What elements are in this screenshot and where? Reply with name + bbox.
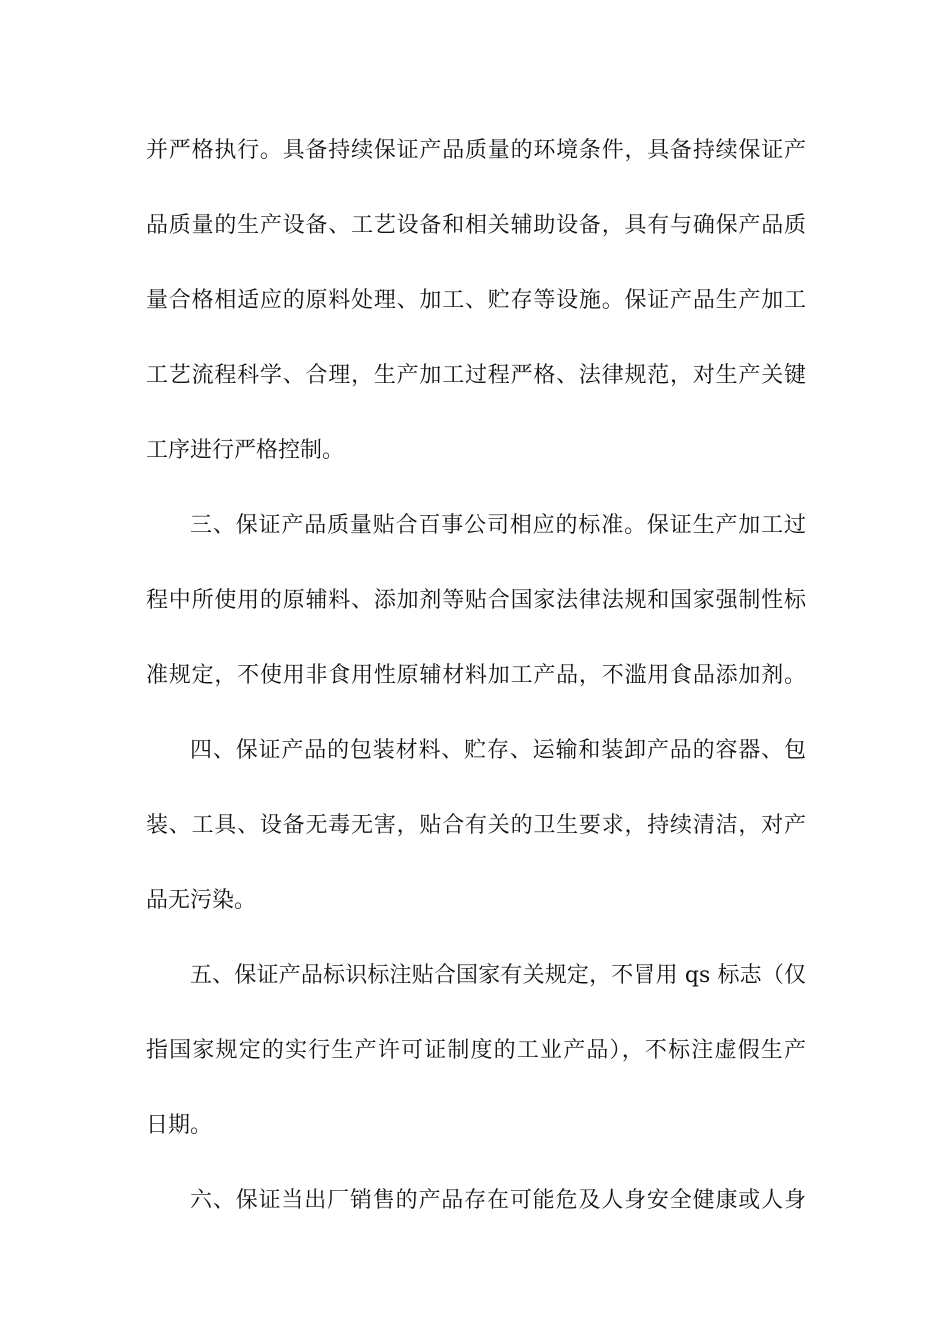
paragraph-line: 指国家规定的实行生产许可证制度的工业产品），不标注虚假生产	[146, 1038, 806, 1063]
paragraph-line: 品质量的生产设备、工艺设备和相关辅助设备，具有与确保产品质	[146, 213, 806, 238]
paragraph-line: 四、保证产品的包装材料、贮存、运输和装卸产品的容器、包	[190, 738, 806, 763]
paragraph-line: 程中所使用的原辅料、添加剂等贴合国家法律法规和国家强制性标	[146, 588, 806, 613]
paragraph-line: 装、工具、设备无毒无害，贴合有关的卫生要求，持续清洁，对产	[146, 813, 806, 838]
paragraph-line: 六、保证当出厂销售的产品存在可能危及人身安全健康或人身	[190, 1188, 806, 1213]
paragraph-line: 日期。	[146, 1113, 213, 1138]
paragraph-line: 五、保证产品标识标注贴合国家有关规定，不冒用 qs 标志（仅	[190, 963, 806, 988]
paragraph-line: 工序进行严格控制。	[146, 438, 345, 463]
paragraph-line: 并严格执行。具备持续保证产品质量的环境条件，具备持续保证产	[146, 138, 806, 163]
paragraph-line: 品无污染。	[146, 888, 257, 913]
paragraph-line: 准规定，不使用非食用性原辅材料加工产品，不滥用食品添加剂。	[146, 663, 806, 688]
paragraph-line: 三、保证产品质量贴合百事公司相应的标准。保证生产加工过	[190, 513, 806, 538]
paragraph-line: 量合格相适应的原料处理、加工、贮存等设施。保证产品生产加工	[146, 288, 806, 313]
paragraph-line: 工艺流程科学、合理，生产加工过程严格、法律规范，对生产关键	[146, 363, 806, 388]
